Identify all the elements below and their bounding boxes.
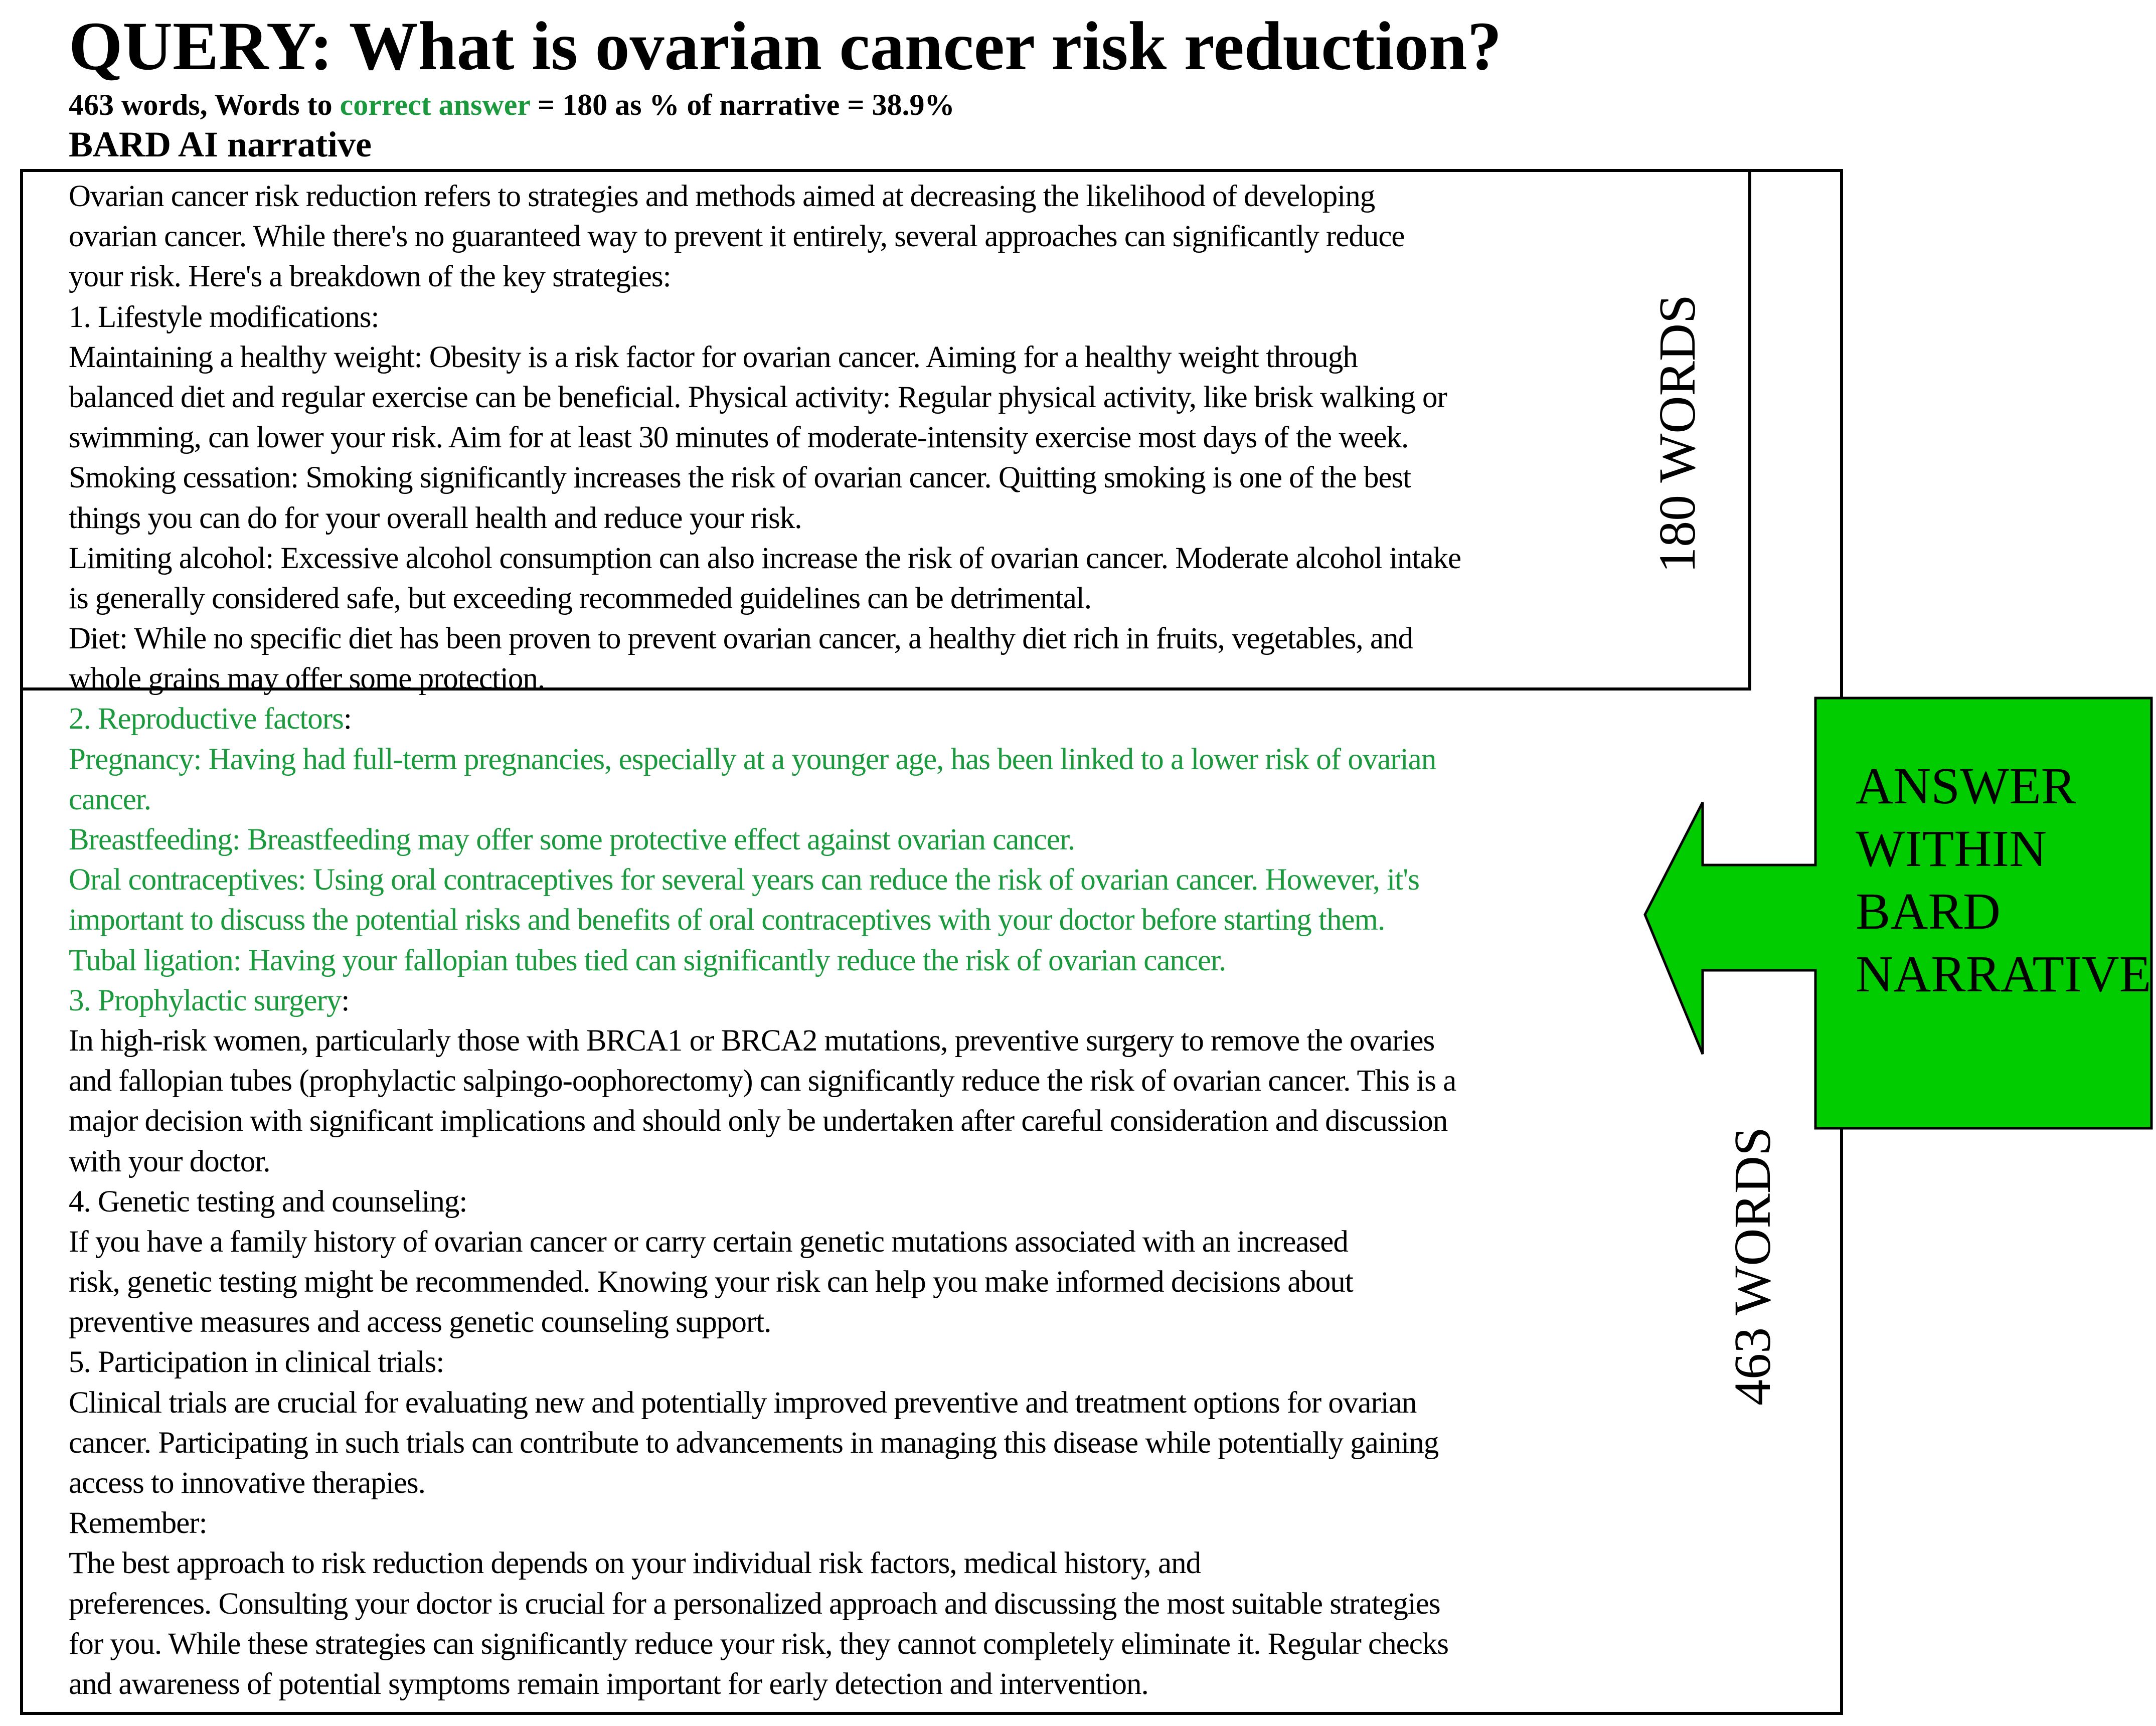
- narrative-text-span: Remember:: [69, 1506, 207, 1540]
- narrative-text-span: is generally considered safe, but exceeding recommeded guidelines can be detrimental.: [69, 581, 1091, 615]
- narrative-text-span: 5. Participation in clinical trials:: [69, 1345, 444, 1379]
- narrative-subtitle: BARD AI narrative: [69, 124, 372, 164]
- narrative-text-span: with your doctor.: [69, 1144, 270, 1178]
- narrative-text-span: and fallopian tubes (prophylactic salpingo-oophorectomy) can significantly reduce the risk of ovarian cancer. This is a: [69, 1064, 1456, 1098]
- narrative-text-span: access to innovative therapies.: [69, 1466, 425, 1500]
- narrative-text-span: and awareness of potential symptoms remain important for early detection and intervention.: [69, 1667, 1148, 1701]
- answer-text: 3. Prophylactic surgery: [69, 983, 342, 1017]
- narrative-text-span: Limiting alcohol: Excessive alcohol consumption can also increase the risk of ovarian cancer. Moderate alcohol intake: [69, 541, 1461, 575]
- words-180-label: 180 WORDS: [1648, 294, 1706, 573]
- narrative-text-span: If you have a family history of ovarian cancer or carry certain genetic mutations associated with an increased: [69, 1225, 1348, 1259]
- answer-text: Tubal ligation: Having your fallopian tubes tied can significantly reduce the risk of ovarian cancer.: [69, 943, 1226, 977]
- line-tail: :: [343, 702, 352, 736]
- answer-text: Breastfeeding: Breastfeeding may offer some protective effect against ovarian cancer.: [69, 823, 1075, 856]
- answer-text: cancer.: [69, 782, 151, 816]
- narrative-text-span: The best approach to risk reduction depends on your individual risk factors, medical history, and: [69, 1546, 1201, 1581]
- narrative-text-span: 4. Genetic testing and counseling:: [69, 1184, 467, 1219]
- narrative-text-span: cancer. Participating in such trials can contribute to advancements in managing this disease while potentially gaining: [69, 1426, 1439, 1460]
- answer-label-line: BARD: [1856, 883, 2001, 940]
- narrative-text-span: preventive measures and access genetic counseling support.: [69, 1305, 771, 1339]
- narrative-text-span: swimming, can lower your risk. Aim for at least 30 minutes of moderate-intensity exercise most days of the week.: [69, 421, 1409, 455]
- narrative-text-span: Clinical trials are crucial for evaluating new and potentially improved preventive and treatment options for ovarian: [69, 1386, 1417, 1420]
- narrative-text-span: for you. While these strategies can significantly reduce your risk, they cannot completely eliminate it. Regular checks: [69, 1627, 1449, 1661]
- words-463-label: 463 WORDS: [1724, 1127, 1781, 1406]
- narrative-text-span: ovarian cancer. While there's no guaranteed way to prevent it entirely, several approaches can significantly reduce: [69, 220, 1405, 254]
- answer-text: Oral contraceptives: Using oral contraceptives for several years can reduce the risk of ovarian cancer. However, it's: [69, 863, 1419, 897]
- stats-prefix: 463 words, Words to: [69, 88, 340, 121]
- answer-label-line: ANSWER: [1856, 757, 2076, 815]
- narrative-text-span: 1. Lifestyle modifications:: [69, 300, 379, 334]
- narrative-text-span: major decision with significant implications and should only be undertaken after careful consideration and discussion: [69, 1104, 1448, 1138]
- narrative-text-span: preferences. Consulting your doctor is crucial for a personalized approach and discussing the most suitable strategies: [69, 1587, 1440, 1621]
- narrative-text-span: In high-risk women, particularly those with BRCA1 or BRCA2 mutations, preventive surgery to remove the ovaries: [69, 1023, 1435, 1058]
- narrative-text-span: whole grains may offer some protection.: [69, 662, 545, 696]
- stats-highlight: correct answer: [340, 88, 530, 121]
- narrative-text-span: things you can do for your overall health and reduce your risk.: [69, 501, 802, 535]
- answer-label-line: WITHIN: [1856, 820, 2047, 878]
- narrative-text-span: your risk. Here's a breakdown of the key strategies:: [69, 260, 671, 294]
- narrative-text-span: risk, genetic testing might be recommended. Knowing your risk can help you make informed decisions about: [69, 1265, 1353, 1299]
- stats-suffix: = 180 as % of narrative = 38.9%: [530, 88, 955, 121]
- answer-label-line: NARRATIVE: [1856, 945, 2151, 1003]
- narrative-text-span: Diet: While no specific diet has been proven to prevent ovarian cancer, a healthy diet rich in fruits, vegetables, and: [69, 622, 1413, 656]
- answer-within-label: [1856, 755, 2151, 1005]
- answer-text: 2. Reproductive factors: [69, 702, 344, 736]
- answer-text: Pregnancy: Having had full-term pregnancies, especially at a younger age, has been linked to a lower risk of ovarian: [69, 742, 1436, 776]
- narrative-text-span: balanced diet and regular exercise can be beneficial. Physical activity: Regular physical activity, like brisk walking or: [69, 380, 1447, 414]
- narrative-text-span: Smoking cessation: Smoking significantly increases the risk of ovarian cancer. Quitting smoking is one of the best: [69, 461, 1411, 495]
- answer-text: important to discuss the potential risks and benefits of oral contraceptives with your doctor before starting them.: [69, 903, 1385, 937]
- narrative-text-span: Maintaining a healthy weight: Obesity is a risk factor for ovarian cancer. Aiming for a healthy weight through: [69, 340, 1358, 374]
- line-tail: :: [341, 983, 350, 1017]
- narrative-text-span: Ovarian cancer risk reduction refers to strategies and methods aimed at decreasing the likelihood of developing: [69, 180, 1375, 213]
- page-title: QUERY: What is ovarian cancer risk reduction?: [69, 8, 1502, 84]
